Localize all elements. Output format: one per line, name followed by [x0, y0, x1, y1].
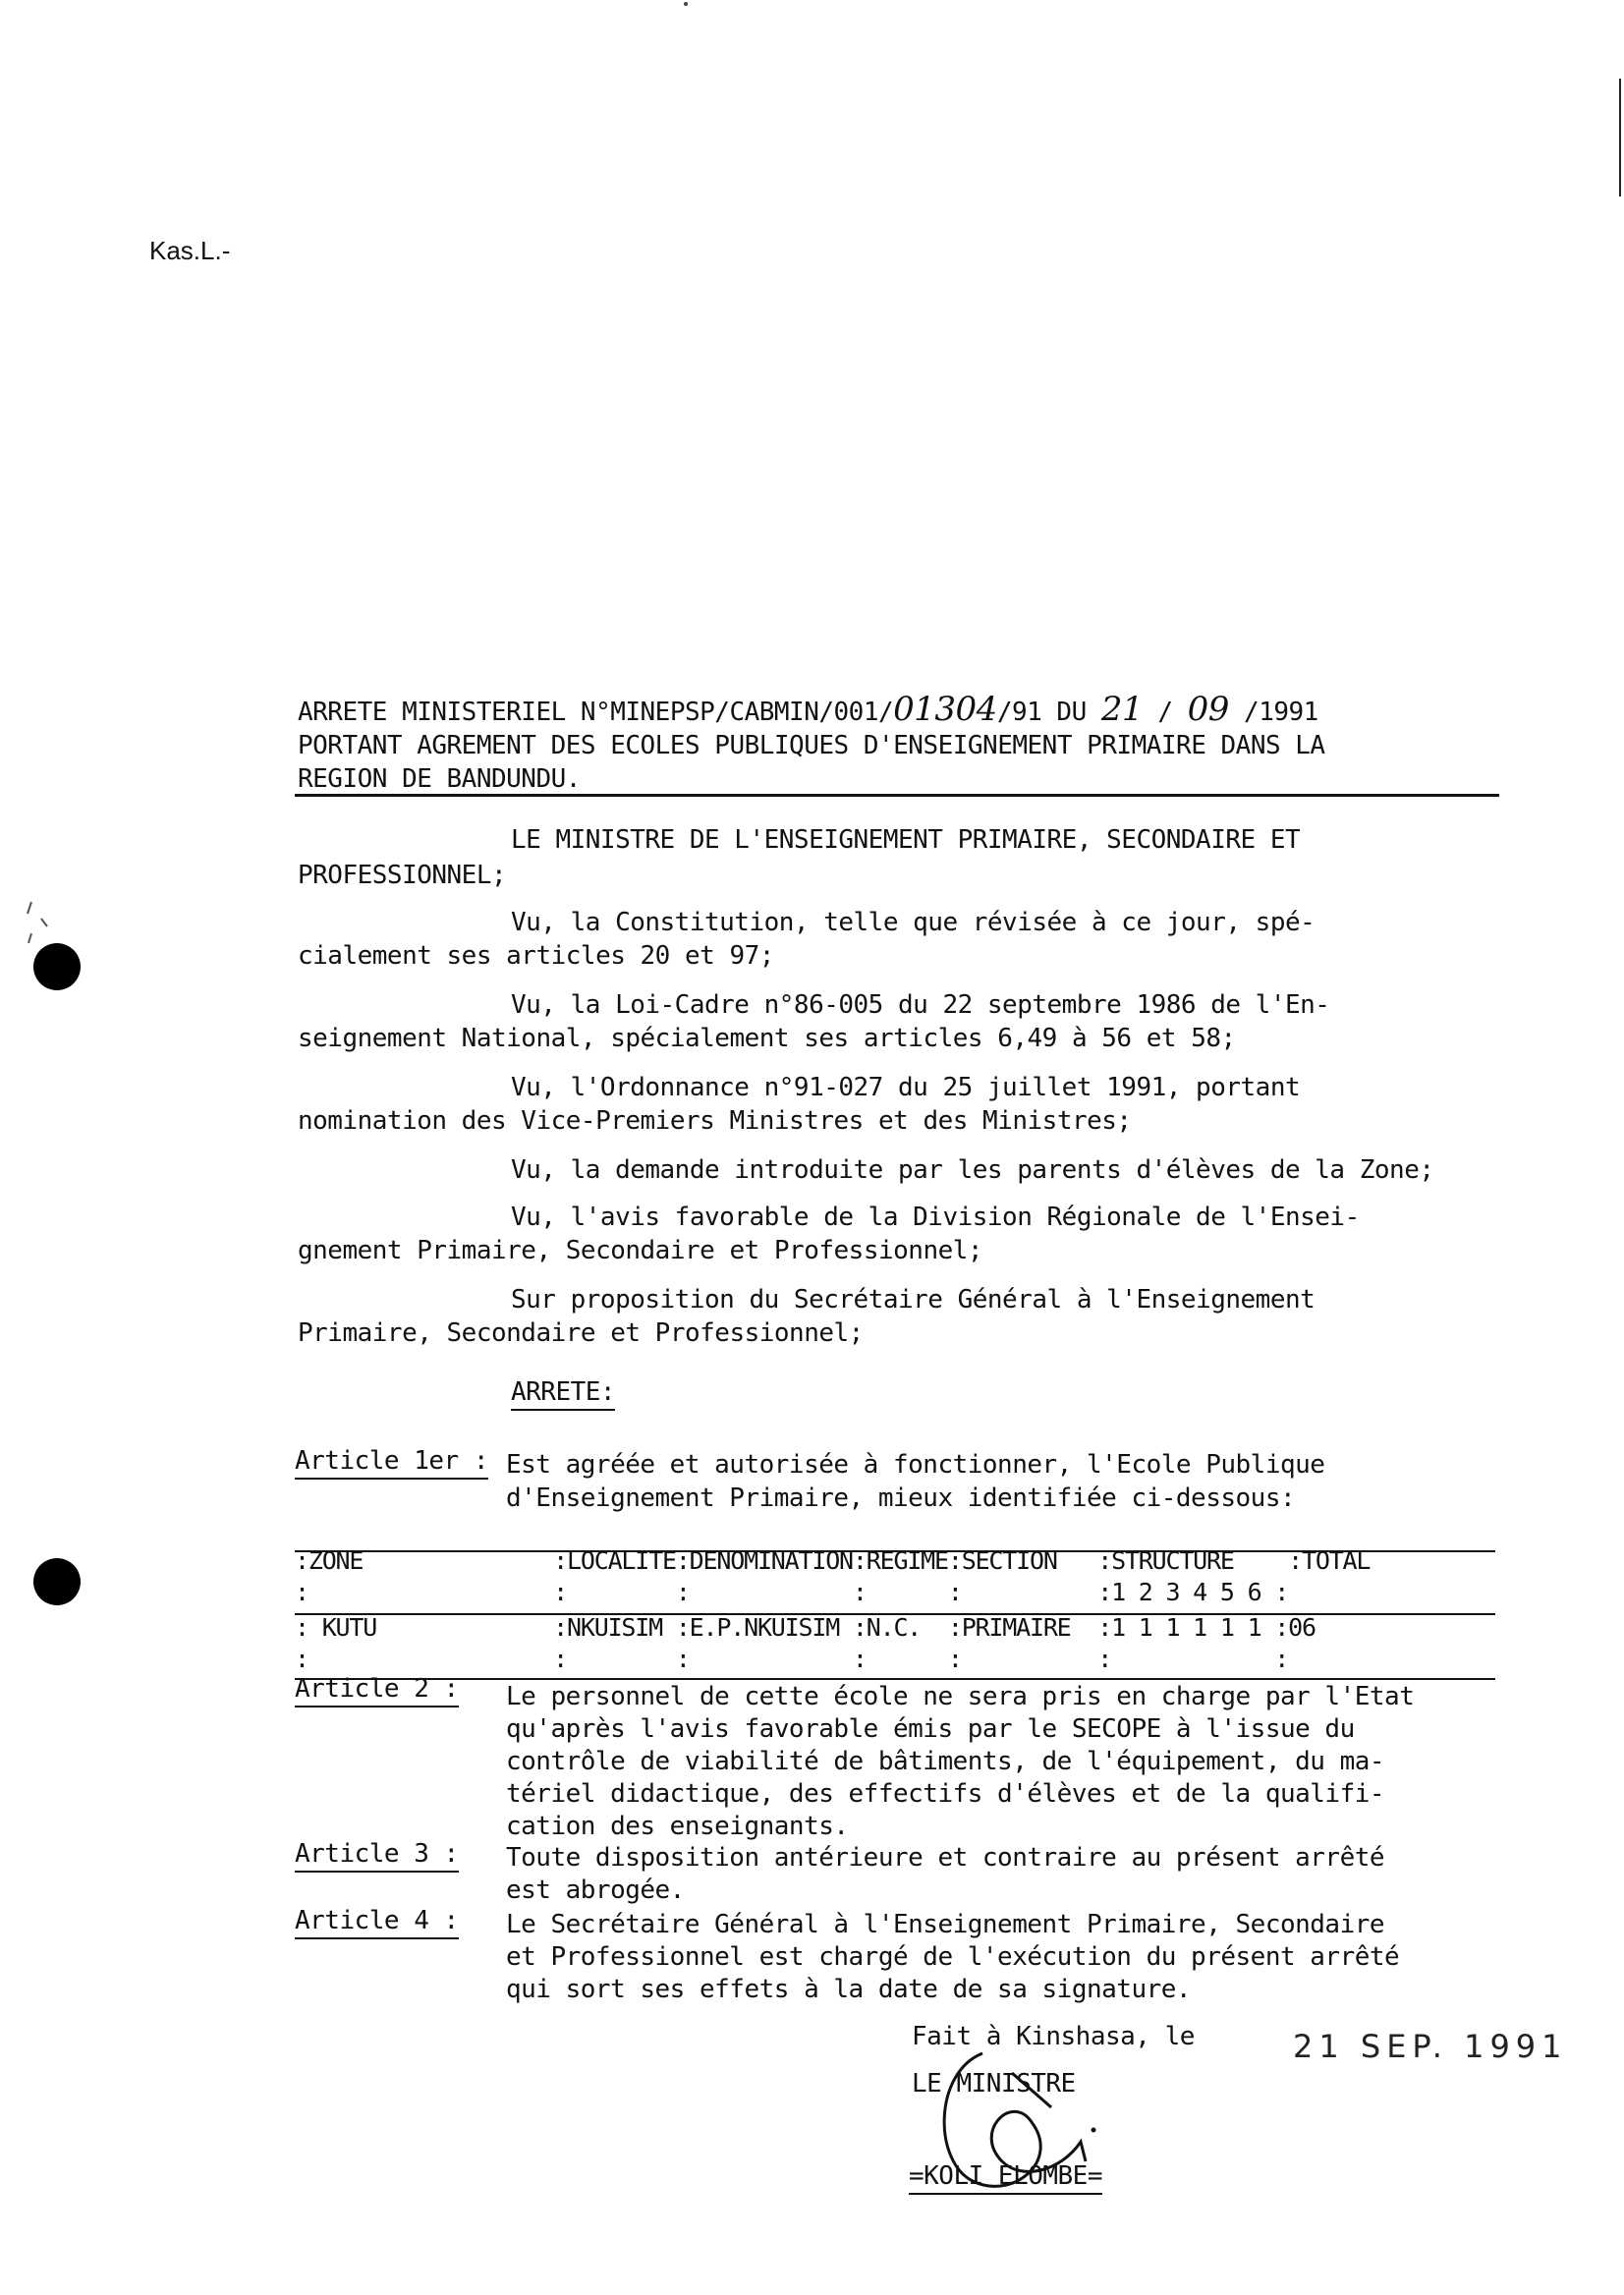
sur-proposition-line2: Primaire, Secondaire et Professionnel; — [298, 1318, 864, 1348]
handwritten-decree-number: 01304 — [893, 690, 997, 729]
article4-line2: et Professionnel est chargé de l'exécution du présent arrêté — [506, 1942, 1400, 1972]
table-data-row2: : : : : : : : — [295, 1645, 1289, 1673]
article4-line1: Le Secrétaire Général à l'Enseignement Primaire, Secondaire — [506, 1910, 1385, 1939]
vu-avis-line1: Vu, l'avis favorable de la Division Régionale de l'Ensei- — [511, 1203, 1360, 1232]
arrete-heading: ARRETE: — [511, 1375, 615, 1411]
article3-line2: est abrogée. — [506, 1875, 685, 1905]
table-header-row1: :ZONE :LOCALITE:DENOMINATION:REGIME:SECTION :STRUCTURE :TOTAL — [295, 1546, 1371, 1575]
article2-line4: tériel didactique, des effectifs d'élèves et de la qualifi- — [506, 1779, 1385, 1809]
minister-name: =KOLI ELOMBE= — [909, 2159, 1102, 2195]
date-stamp: 21 SEP. 1991 — [1293, 2028, 1568, 2065]
minister-line2: PROFESSIONNEL; — [298, 861, 507, 890]
article2-line1: Le personnel de cette école ne sera pris en charge par l'Etat — [506, 1682, 1415, 1711]
reference-initials: Kas.L.- — [149, 236, 231, 265]
article1-line2: d'Enseignement Primaire, mieux identifiée ci-dessous: — [506, 1483, 1296, 1513]
minister-line1: LE MINISTRE DE L'ENSEIGNEMENT PRIMAIRE, SECONDAIRE ET — [511, 825, 1301, 855]
vu-loi-cadre-line1: Vu, la Loi-Cadre n°86-005 du 22 septembre 1986 de l'En- — [511, 990, 1330, 1020]
vu-demande: Vu, la demande introduite par les parents d'élèves de la Zone; — [511, 1155, 1434, 1185]
date-slash: / — [1157, 698, 1173, 727]
minister-title: LE MINISTRE — [912, 2069, 1076, 2099]
decree-number-mid: /91 DU — [996, 698, 1087, 727]
vu-avis-line2: gnement Primaire, Secondaire et Professionnel; — [298, 1236, 983, 1265]
vu-constitution-line1: Vu, la Constitution, telle que révisée à ce jour, spé- — [511, 908, 1316, 937]
table-header-row2: : : : : : :1 2 3 4 5 6 : — [295, 1578, 1289, 1606]
vu-loi-cadre-line2: seignement National, spécialement ses articles 6,49 à 56 et 58; — [298, 1024, 1236, 1053]
article1-line1: Est agréée et autorisée à fonctionner, l'Ecole Publique — [506, 1450, 1325, 1480]
signature-place: Fait à Kinshasa, le — [912, 2022, 1195, 2051]
vu-constitution-line2: cialement ses articles 20 et 97; — [298, 941, 774, 971]
decree-title-line2: PORTANT AGREMENT DES ECOLES PUBLIQUES D'ENSEIGNEMENT PRIMAIRE DANS LA — [298, 731, 1325, 760]
article1-label: Article 1er : — [295, 1444, 488, 1480]
article3-label: Article 3 : — [295, 1837, 459, 1873]
decree-year: /1991 — [1244, 698, 1318, 727]
article2-line5: cation des enseignants. — [506, 1812, 849, 1841]
article3-line1: Toute disposition antérieure et contraire au présent arrêté — [506, 1843, 1385, 1873]
handwritten-day: 21 — [1100, 690, 1144, 729]
vu-ordonnance-line2: nomination des Vice-Premiers Ministres et des Ministres; — [298, 1106, 1132, 1136]
decree-number-prefix: ARRETE MINISTERIEL N°MINEPSP/CABMIN/001/ — [298, 698, 894, 727]
handwritten-month: 09 — [1187, 690, 1229, 729]
article2-line3: contrôle de viabilité de bâtiments, de l'équipement, du ma- — [506, 1747, 1385, 1776]
article2-line2: qu'après l'avis favorable émis par le SECOPE à l'issue du — [506, 1714, 1355, 1744]
decree-title-line3: REGION DE BANDUNDU. — [298, 764, 581, 794]
table-data-row1: : KUTU :NKUISIM :E.P.NKUISIM :N.C. :PRIMAIRE :1 1 1 1 1 1 :06 — [295, 1613, 1316, 1642]
article4-label: Article 4 : — [295, 1904, 459, 1939]
article4-line3: qui sort ses effets à la date de sa signature. — [506, 1975, 1192, 2004]
sur-proposition-line1: Sur proposition du Secrétaire Général à l'Enseignement — [511, 1285, 1316, 1315]
article2-label: Article 2 : — [295, 1672, 459, 1707]
vu-ordonnance-line1: Vu, l'Ordonnance n°91-027 du 25 juillet 1991, portant — [511, 1073, 1301, 1102]
